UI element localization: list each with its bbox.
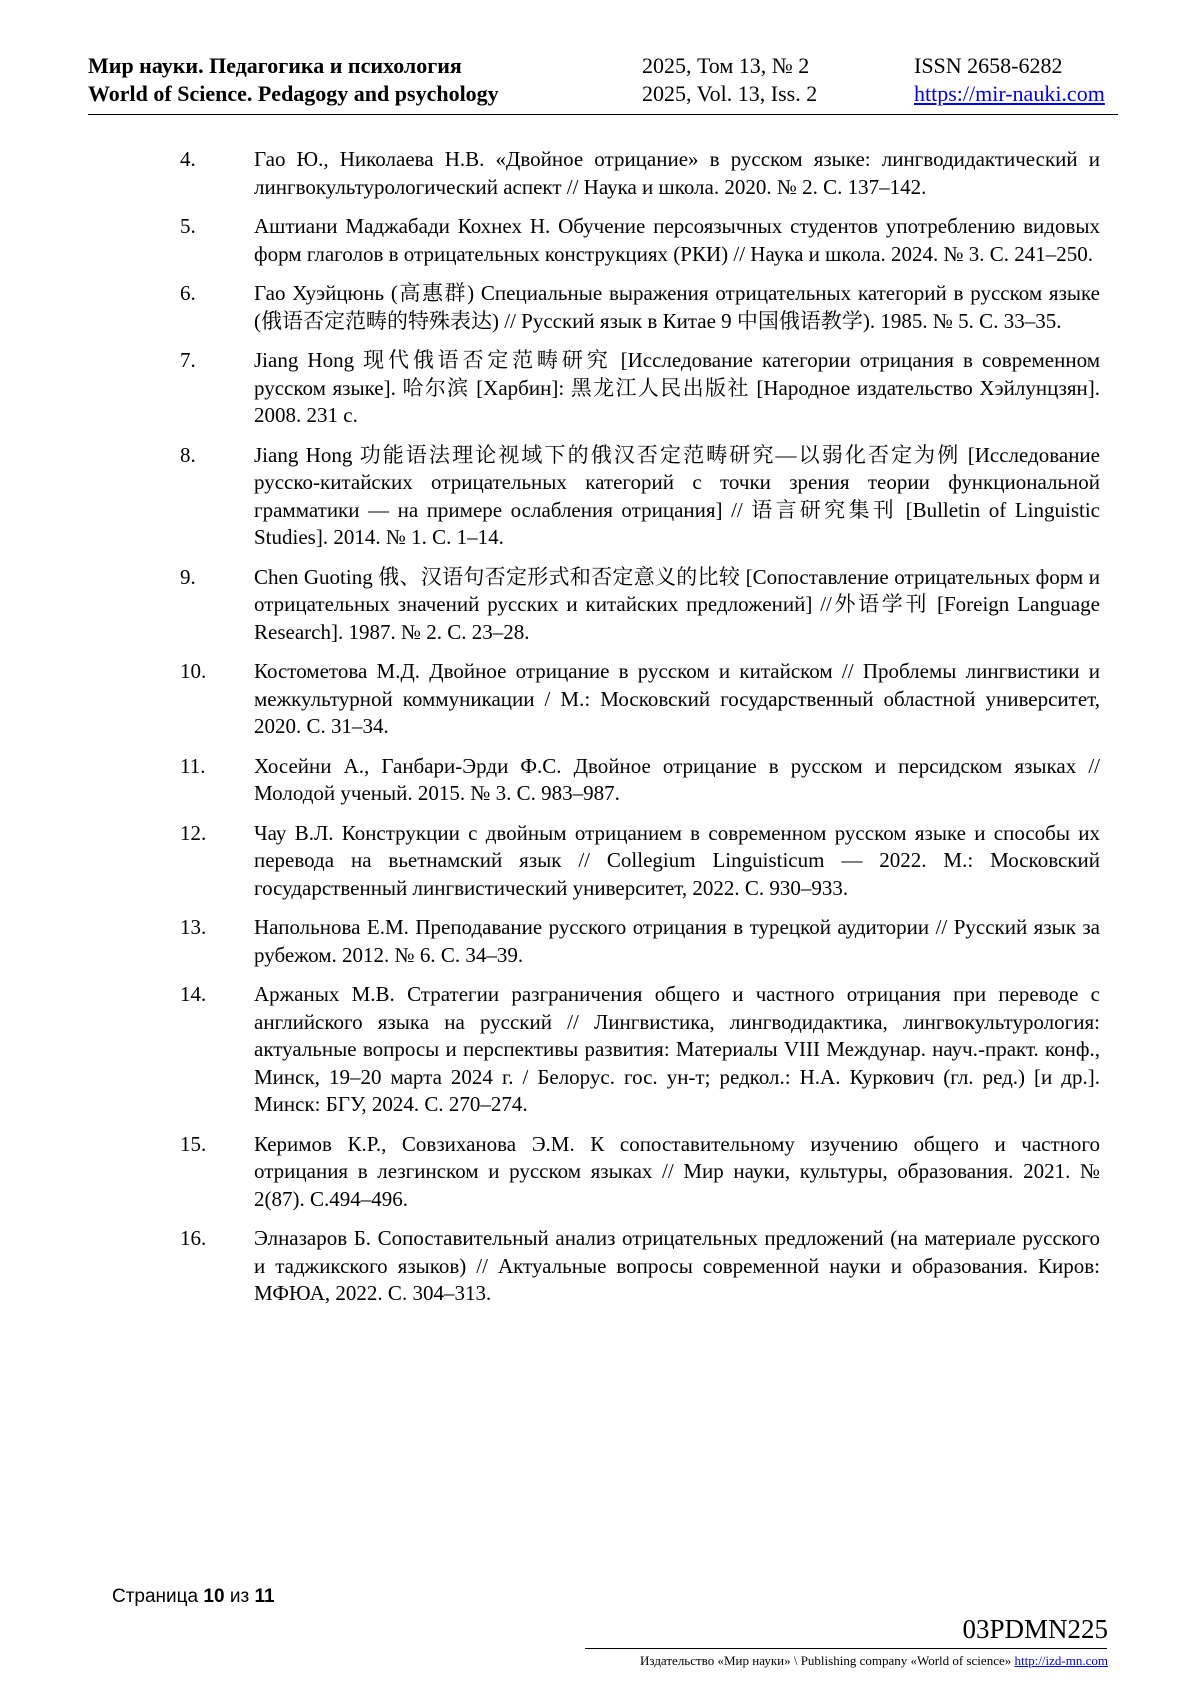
page-header bbox=[88, 52, 1118, 115]
reference-text: Костометова М.Д. Двойное отрицание в русском и китайском // Проблемы лингвистики и межкультурной коммуникации / М.: Московский государственный областной университет, 2020. С. 31–34. bbox=[254, 659, 1100, 738]
reference-text: Чау В.Л. Конструкции с двойным отрицанием в современном русском языке и способы их перевода на вьетнамский язык // Collegium Linguisticum — 2022. М.: Московский государственный лингвистический университет, 2022. С. 930–933. bbox=[254, 820, 1100, 900]
reference-number: 14. bbox=[180, 982, 207, 1006]
reference-text: Аштиани Маджабади Кохнех Н. Обучение персоязычных студентов употреблению видовых форм глаголов в отрицательных конструкциях (РКИ) // Наука и школа. 2024. № 3. С. 241–250. bbox=[254, 214, 1100, 266]
publisher-text: Издательство «Мир науки» \ Publishing company «World of science» bbox=[640, 1653, 1012, 1668]
reference-number: 6. bbox=[180, 281, 196, 305]
publisher-line bbox=[640, 1653, 1108, 1669]
reference-number: 4. bbox=[180, 147, 196, 171]
reference-item bbox=[160, 280, 1100, 335]
reference-item bbox=[160, 564, 1100, 647]
page-prefix: Страница bbox=[112, 1586, 199, 1607]
article-code: 03PDMN225 bbox=[962, 1614, 1108, 1644]
reference-text: Хосейни А., Ганбари-Эрди Ф.С. Двойное отрицание в русском и персидском языках // Молодой ученый. 2015. № 3. С. 983–987. bbox=[254, 753, 1100, 805]
reference-number: 7. bbox=[180, 348, 196, 372]
reference-item bbox=[160, 820, 1100, 903]
reference-text: Jiang Hong 现代俄语否定范畴研究 [Исследование категории отрицания в современном русском языке]. 哈尔滨 [Харбин]: 黑龙江人民出版社 [Народное издательство Хэйлунцзян]. 2008. 231 с. bbox=[254, 348, 1100, 427]
reference-item bbox=[160, 981, 1100, 1119]
reference-item bbox=[160, 753, 1100, 808]
reference-text: Гао Хуэйцюнь (高惠群) Специальные выражения отрицательных категорий в русском языке (俄语否定范畴的特殊表达) // Русский язык в Китае 9 中国俄语教学). 1985. № 5. С. 33–35. bbox=[254, 281, 1100, 333]
journal-title bbox=[88, 52, 499, 108]
page-of: из bbox=[229, 1586, 250, 1607]
reference-item bbox=[160, 1131, 1100, 1214]
reference-item bbox=[160, 658, 1100, 741]
reference-number: 9. bbox=[180, 564, 196, 589]
reference-number: 12. bbox=[180, 820, 207, 845]
reference-item bbox=[160, 1225, 1100, 1308]
reference-text: Jiang Hong 功能语法理论视域下的俄汉否定范畴研究—以弱化否定为例 [Исследование русско-китайских отрицательных категорий с точки зрения теории функциональной грамматики — на примере ослабления отрицания] // 语言研究集刊 [Bulletin of Linguistic Studies]. 2014. № 1. С. 1–14. bbox=[254, 442, 1100, 549]
issn-block bbox=[914, 52, 1105, 108]
reference-number: 15. bbox=[180, 1131, 207, 1156]
footer-divider bbox=[585, 1648, 1107, 1649]
reference-item bbox=[160, 442, 1100, 552]
reference-text: Chen Guoting 俄、汉语句否定形式和否定意义的比较 [Сопоставление отрицательных форм и отрицательных значений русских и китайских предложений] //外语学刊 [Foreign Language Research]. 1987. № 2. С. 23–28. bbox=[254, 564, 1100, 644]
reference-number: 11. bbox=[180, 753, 206, 778]
issue-info-en: 2025, Vol. 13, Iss. 2 bbox=[642, 81, 818, 106]
reference-number: 16. bbox=[180, 1226, 207, 1250]
publisher-link[interactable]: http://izd-mn.com bbox=[1014, 1653, 1108, 1668]
reference-number: 5. bbox=[180, 214, 196, 238]
journal-link[interactable]: https://mir-nauki.com bbox=[914, 81, 1105, 106]
page-counter bbox=[112, 1586, 275, 1608]
reference-text: Элназаров Б. Сопоставительный анализ отрицательных предложений (на материале русского и таджикского языков) // Актуальные вопросы современной науки и образования. Киров: МФЮА, 2022. С. 304–313. bbox=[254, 1226, 1100, 1305]
reference-number: 8. bbox=[180, 442, 196, 467]
journal-title-en: World of Science. Pedagogy and psychology bbox=[88, 81, 499, 106]
page-total: 11 bbox=[254, 1586, 275, 1607]
reference-item bbox=[160, 146, 1100, 201]
journal-title-ru: Мир науки. Педагогика и психология bbox=[88, 53, 462, 78]
issue-info bbox=[642, 52, 817, 108]
issn: ISSN 2658-6282 bbox=[914, 53, 1063, 78]
reference-item bbox=[160, 914, 1100, 969]
reference-text: Керимов К.Р., Совзиханова Э.М. К сопоставительному изучению общего и частного отрицания в лезгинском и русском языках // Мир науки, культуры, образования. 2021. № 2(87). С.494–496. bbox=[254, 1131, 1100, 1211]
page-current: 10 bbox=[203, 1586, 225, 1607]
issue-info-ru: 2025, Том 13, № 2 bbox=[642, 53, 810, 78]
reference-text: Гао Ю., Николаева Н.В. «Двойное отрицание» в русском языке: лингводидактический и лингвокультурологический аспект // Наука и школа. 2020. № 2. С. 137–142. bbox=[254, 147, 1100, 199]
reference-number: 13. bbox=[180, 915, 207, 939]
reference-item bbox=[160, 213, 1100, 268]
reference-text: Напольнова Е.М. Преподавание русского отрицания в турецкой аудитории // Русский язык за рубежом. 2012. № 6. С. 34–39. bbox=[254, 915, 1100, 967]
reference-text: Аржаных М.В. Стратегии разграничения общего и частного отрицания при переводе с английского языка на русский // Лингвистика, лингводидактика, лингвокультурология: актуальные вопросы и перспективы развития: Материалы VIII Междунар. науч.-практ. конф., Минск, 19–20 марта 2024 г. / Белорус. гос. ун-т; редкол.: Н.А. Куркович (гл. ред.) [и др.]. Минск: БГУ, 2024. С. 270–274. bbox=[254, 982, 1100, 1116]
reference-number: 10. bbox=[180, 659, 207, 683]
reference-item bbox=[160, 347, 1100, 430]
reference-list bbox=[160, 146, 1100, 1320]
